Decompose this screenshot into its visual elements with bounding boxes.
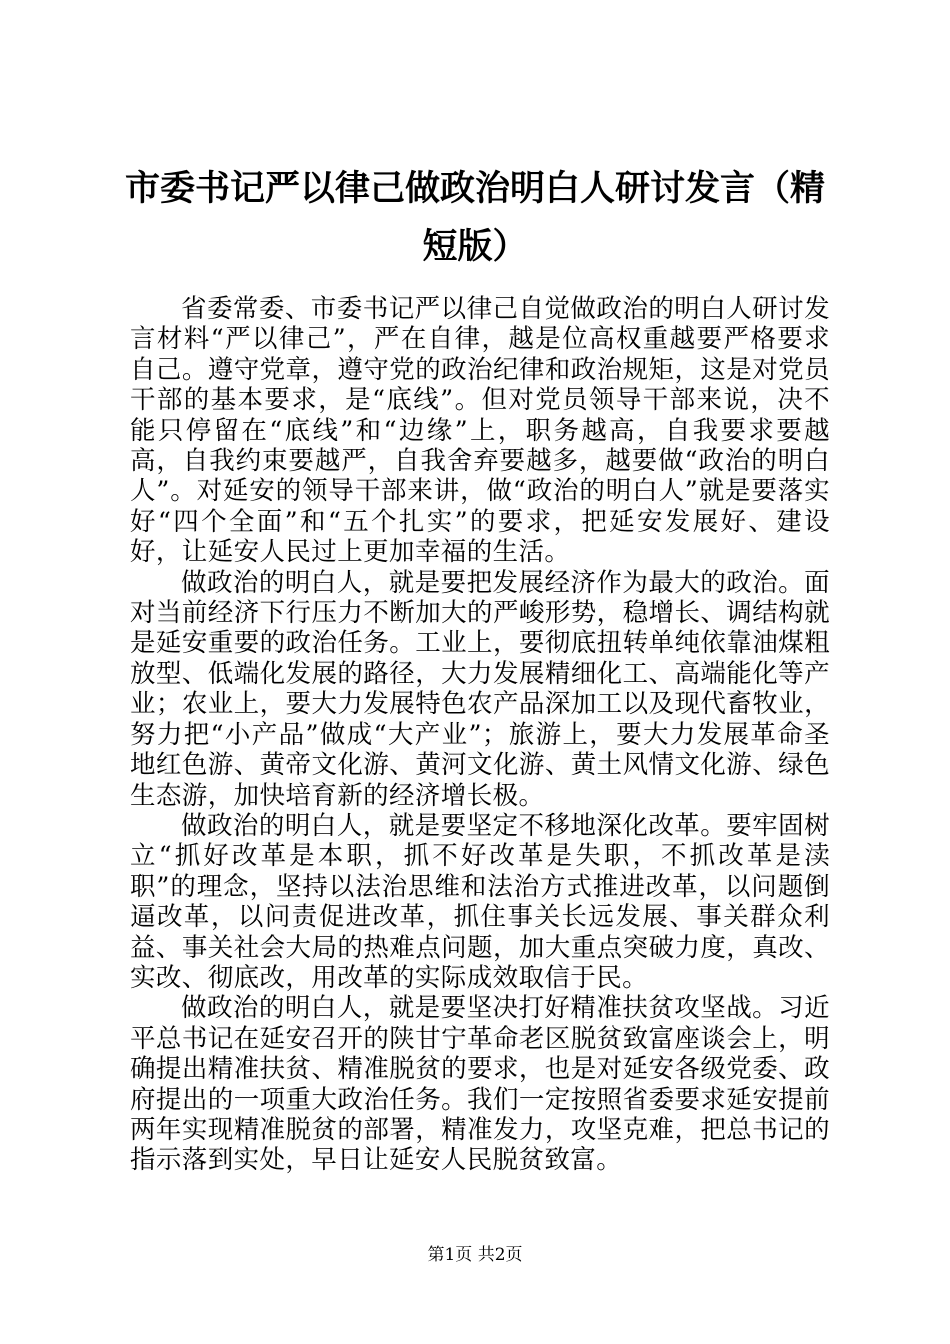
page-number-footer: 第1页 共2页: [427, 1245, 523, 1265]
document-title: 市委书记严以律己做政治明白人研讨发言（精短版）: [124, 168, 825, 267]
document-body: [130, 294, 830, 1176]
paragraph-1: 省委常委、市委书记严以律己自觉做政治的明白人研讨发言材料“严以律己”，严在自律，越是位高权重越要严格要求自己。遵守党章，遵守党的政治纪律和政治规矩，这是对党员干部的基本要求，是“底线”。但对党员领导干部来说，决不能只停留在“底线”和“边缘”上，职务越高，自我要求要越高，自我约束要越严，自我舍弃要越多，越要做“政治的明白人”。对延安的领导干部来讲，做“政治的明白人”就是要落实好“四个全面”和“五个扎实”的要求，把延安发展好、建设好，让延安人民过上更加幸福的生活。: [130, 294, 830, 568]
paragraph-2: 做政治的明白人，就是要把发展经济作为最大的政治。面对当前经济下行压力不断加大的严峻形势，稳增长、调结构就是延安重要的政治任务。工业上，要彻底扭转单纯依靠油煤粗放型、低端化发展的路径，大力发展精细化工、高端能化等产业；农业上，要大力发展特色农产品深加工以及现代畜牧业，努力把“小产品”做成“大产业”；旅游上，要大力发展革命圣地红色游、黄帝文化游、黄河文化游、黄土风情文化游、绿色生态游，加快培育新的经济增长极。: [130, 567, 830, 811]
paragraph-4: 做政治的明白人，就是要坚决打好精准扶贫攻坚战。习近平总书记在延安召开的陕甘宁革命老区脱贫致富座谈会上，明确提出精准扶贫、精准脱贫的要求，也是对延安各级党委、政府提出的一项重大政治任务。我们一定按照省委要求延安提前两年实现精准脱贫的部署，精准发力，攻坚克难，把总书记的指示落到实处，早日让延安人民脱贫致富。: [130, 993, 830, 1176]
paragraph-3: 做政治的明白人，就是要坚定不移地深化改革。要牢固树立“抓好改革是本职，抓不好改革是失职，不抓改革是渎职”的理念，坚持以法治思维和法治方式推进改革，以问题倒逼改革，以问责促进改革，抓住事关长远发展、事关群众利益、事关社会大局的热难点问题，加大重点突破力度，真改、实改、彻底改，用改革的实际成效取信于民。: [130, 810, 830, 993]
